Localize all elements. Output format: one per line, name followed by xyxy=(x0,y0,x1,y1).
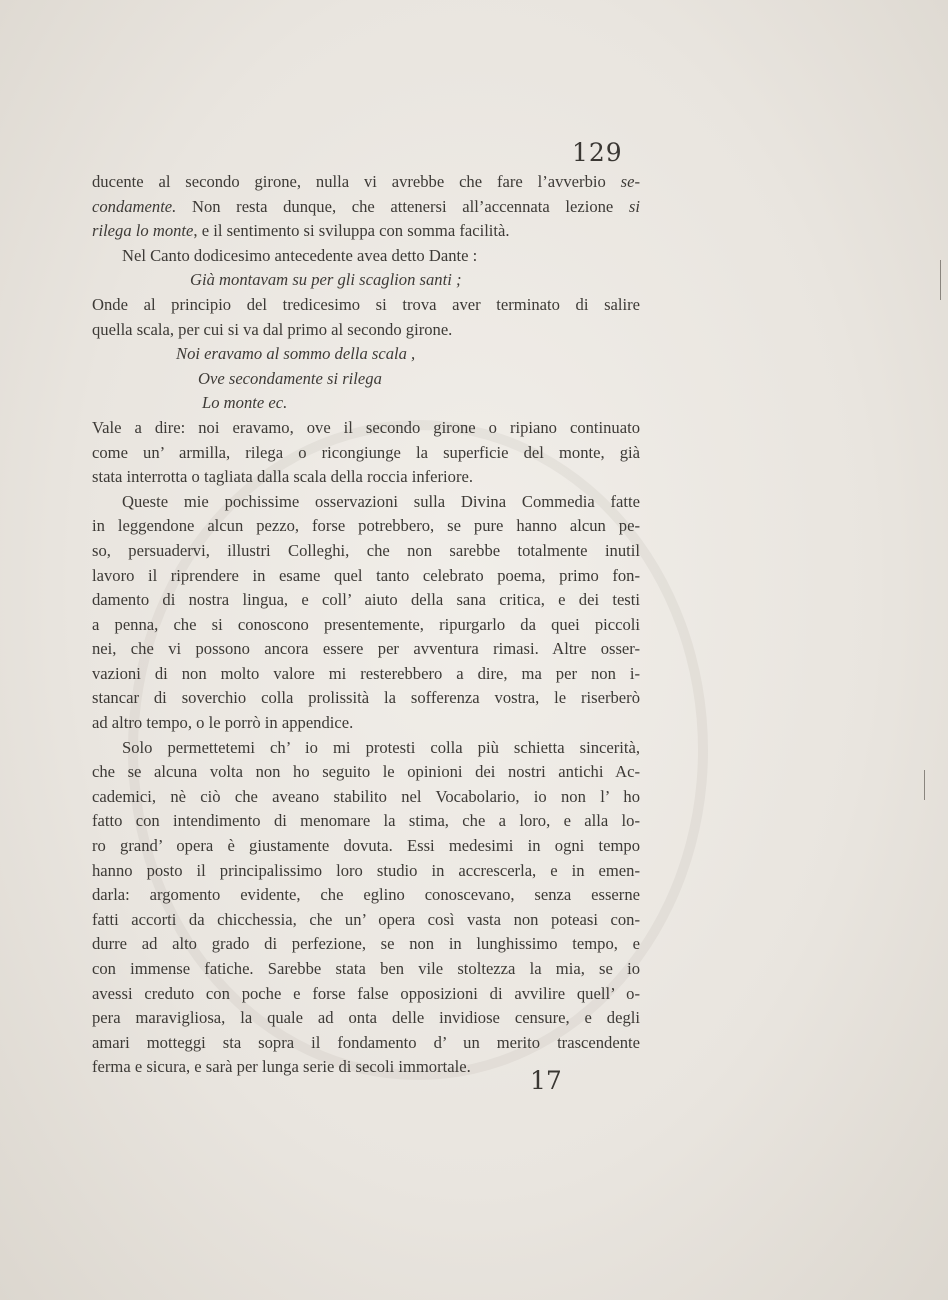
text-line: hanno posto il principalissimo loro studio in accrescerla, e in emen- xyxy=(92,860,640,880)
text-line: vazioni di non molto valore mi resterebbero a dire, ma per non i- xyxy=(92,663,640,683)
italic-run: se- xyxy=(620,172,640,191)
text-line: Vale a dire: noi eravamo, ove il secondo girone o ripiano continuato xyxy=(92,417,640,437)
italic-run: rilega lo monte xyxy=(92,221,194,241)
text-line: cademici, nè ciò che aveano stabilito nel Vocabolario, io non l’ ho xyxy=(92,786,640,806)
text-line: avessi creduto con poche e forse false opposizioni di avvilire quell’ o- xyxy=(92,983,640,1003)
text-line: con immense fatiche. Sarebbe stata ben vile stoltezza la mia, se io xyxy=(92,959,640,978)
text-line: ferma e sicura, e sarà per lunga serie di secoli immortale. xyxy=(92,1057,471,1077)
body-text xyxy=(92,170,640,1080)
text-line: a penna, che si conoscono presentemente, ripurgarlo da quei piccoli xyxy=(92,614,640,634)
text-line: stancar di soverchio colla prolissità la sofferenza vostra, le riserberò xyxy=(92,688,640,708)
text-line: fatti accorti da chicchessia, che un’ opera così vasta non poteasi con- xyxy=(92,909,640,929)
text-line: Queste mie pochissime osservazioni sulla Divina Commedia fatte xyxy=(122,491,640,511)
verse-line xyxy=(92,342,640,367)
text-line: pera maravigliosa, la quale ad onta delle invidiose censure, e degli xyxy=(92,1008,640,1028)
text-line: Nel Canto dodicesimo antecedente avea detto Dante : xyxy=(122,245,478,265)
text-line: darla: argomento evidente, che eglino conoscevano, senza esserne xyxy=(92,885,640,905)
verse-line xyxy=(92,391,640,416)
margin-mark xyxy=(924,770,925,800)
signature-mark: 17 xyxy=(530,1066,562,1095)
italic-run: Ove secondamente si rilega xyxy=(198,368,382,388)
text-line: damento di nostra lingua, e coll’ aiuto della sana critica, e dei testi xyxy=(92,590,640,610)
text-line: in leggendone alcun pezzo, forse potrebbero, se pure hanno alcun pe- xyxy=(92,516,640,536)
text-line: Solo permettetemi ch’ io mi protesti colla più schietta sincerità, xyxy=(122,737,640,757)
text-line: stata interrotta o tagliata dalla scala della roccia inferiore. xyxy=(92,467,473,487)
italic-run: Noi eravamo al sommo della scala , xyxy=(176,344,416,364)
text-line: condamente. Non resta dunque, che attenersi all’accennata lezione si xyxy=(92,196,640,216)
text-line: so, persuadervi, illustri Colleghi, che non sarebbe totalmente inutil xyxy=(92,540,640,560)
text-line: amari motteggi sta sopra il fondamento d’ un merito trascendente xyxy=(92,1032,640,1052)
text-line: che se alcuna volta non ho seguito le opinioni dei nostri antichi Ac- xyxy=(92,762,640,782)
text-line: ad altro tempo, o le porrò in appendice. xyxy=(92,713,354,733)
text-line: ro grand’ opera è giustamente dovuta. Essi medesimi in ogni tempo xyxy=(92,836,640,856)
text-line: rilega lo monte, e il sentimento si sviluppa con somma facilità. xyxy=(92,221,510,241)
text-line: quella scala, per cui si va dal primo al secondo girone. xyxy=(92,319,453,339)
margin-mark xyxy=(940,260,941,300)
italic-run: Lo monte ec. xyxy=(202,393,288,413)
verse-line xyxy=(92,367,640,392)
text-line: come un’ armilla, rilega o ricongiunge la superficie del monte, già xyxy=(92,442,640,462)
text-line: durre ad alto grado di perfezione, se non in lunghissimo tempo, e xyxy=(92,934,640,954)
text-line: lavoro il riprendere in esame quel tanto celebrato poema, primo fon- xyxy=(92,565,640,585)
verse-line xyxy=(92,268,640,293)
italic-run: condamente. xyxy=(92,196,177,216)
italic-run: si xyxy=(628,196,640,216)
text-line: fatto con intendimento di menomare la stima, che a loro, e alla lo- xyxy=(92,811,640,831)
text-line: ducente al secondo girone, nulla vi avrebbe che fare l’avverbio se- xyxy=(92,172,640,191)
italic-run: Già montavam su per gli scaglion santi ; xyxy=(190,270,462,290)
text-line: nei, che vi possono ancora essere per avventura rimasi. Altre osser- xyxy=(92,639,640,659)
text-line: Onde al principio del tredicesimo si trova aver terminato di salire xyxy=(92,294,640,314)
page-number: 129 xyxy=(572,138,623,167)
